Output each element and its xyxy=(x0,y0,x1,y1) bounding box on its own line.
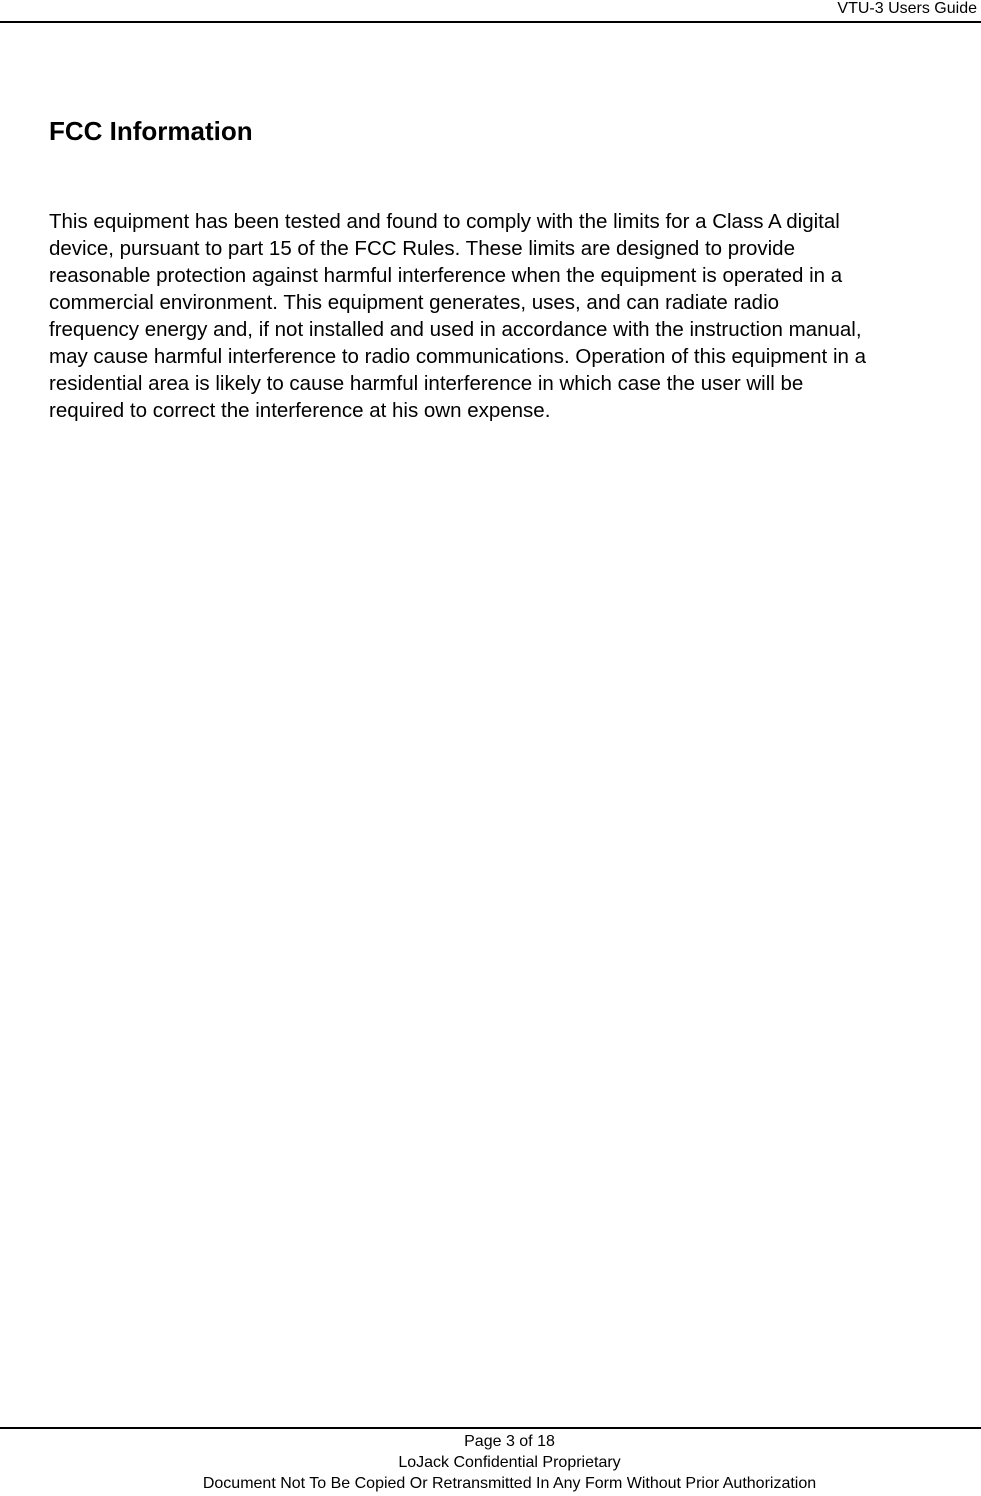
paragraph-line: commercial environment. This equipment generates, uses, and can radiate radio xyxy=(49,291,780,314)
copy-notice: Document Not To Be Copied Or Retransmitted In Any Form Without Prior Authorization xyxy=(202,1475,817,1492)
section-heading: FCC Information xyxy=(49,116,253,146)
paragraph-line: device, pursuant to part 15 of the FCC Rules. These limits are designed to provide xyxy=(49,237,795,260)
fcc-paragraph xyxy=(49,208,866,424)
document-title: VTU-3 Users Guide xyxy=(837,0,977,17)
paragraph-line: may cause harmful interference to radio communications. Operation of this equipment in a xyxy=(49,345,866,368)
confidentiality-label: LoJack Confidential Proprietary xyxy=(398,1454,621,1471)
page-number: Page 3 of 18 xyxy=(464,1433,555,1450)
header-divider xyxy=(0,21,981,23)
paragraph-line: frequency energy and, if not installed and used in accordance with the instruction manual, xyxy=(49,318,862,341)
paragraph-line: This equipment has been tested and found to comply with the limits for a Class A digital xyxy=(49,210,840,233)
paragraph-line: reasonable protection against harmful interference when the equipment is operated in a xyxy=(49,264,843,287)
page-footer xyxy=(19,1431,981,1494)
paragraph-line: residential area is likely to cause harmful interference in which case the user will be xyxy=(49,372,804,395)
footer-divider xyxy=(0,1427,981,1429)
paragraph-line: required to correct the interference at his own expense. xyxy=(49,399,551,422)
